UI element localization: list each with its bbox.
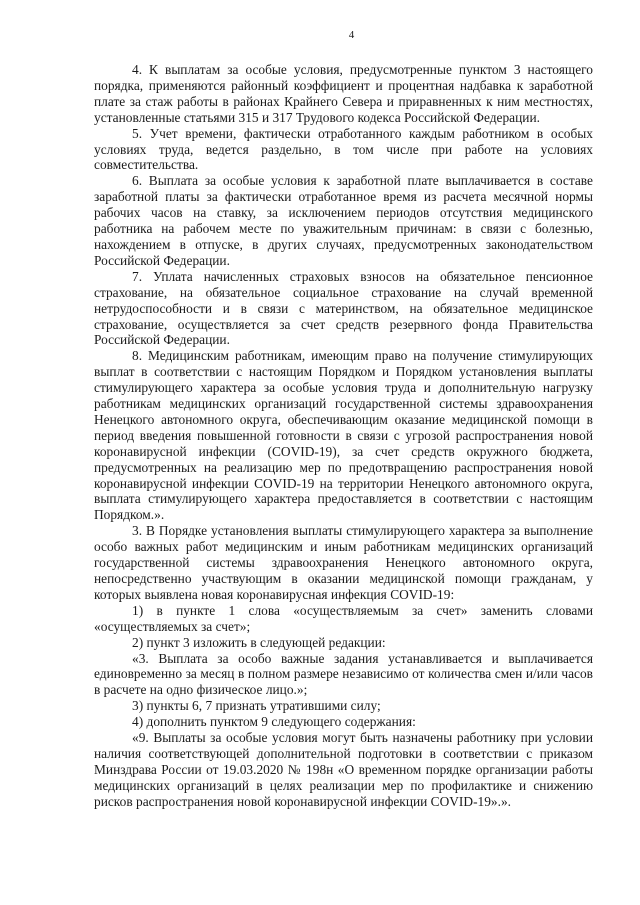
paragraph-subitem-4: 4) дополнить пунктом 9 следующего содержания: xyxy=(132,714,416,730)
paragraph-item-5: 5. Учет времени, фактически отработанного каждым работником в особых условиях труда, ведется раздельно, в том числе при работе на условиях совместительства. xyxy=(94,125,593,173)
paragraph-item-4: 4. К выплатам за особые условия, предусмотренные пунктом 3 настоящего порядка, применяются районный коэффициент и процентная надбавка к заработной плате за стаж работы в районах Крайнего Севера и приравненных к ним местностях, установленные статьями 315 и 317 Трудового кодекса Российской Федерации. xyxy=(94,62,593,125)
paragraph-subitem-2: 2) пункт 3 изложить в следующей редакции: xyxy=(132,634,386,650)
page-number: 4 xyxy=(348,29,355,41)
paragraph-quoted-item-9: «9. Выплаты за особые условия могут быть назначены работнику при условии наличия соответствующей дополнительной подготовки в соответствии с приказом Минздрава России от 19.03.2020 № 198н «О временном порядке организации работы медицинских организаций в целях реализации мер по профилактике и снижению рисков распространения новой коронавирусной инфекции COVID-19».». xyxy=(94,730,593,809)
paragraph-item-8: 8. Медицинским работникам, имеющим право на получение стимулирующих выплат в соответствии с настоящим Порядком и Порядком установления выплаты стимулирующего характера за особые условия труда и дополнительную нагрузку работникам медицинских организаций государственной системы здравоохранения Ненецкого автономного округа, обеспечивающим оказание медицинской помощи в период введения повышенной готовности в связи с угрозой распространения новой коронавирусной инфекции (COVID-19), за счет средств окружного бюджета, предусмотренных на реализацию мер по предотвращению распространения новой коронавирусной инфекции COVID-19 на территории Ненецкого автономного округа, выплата стимулирующего характера предоставляется в соответствии с настоящим Порядком.». xyxy=(94,348,593,523)
paragraph-quoted-item-3: «3. Выплата за особо важные задания устанавливается и выплачивается единовременно за месяц в полном размере независимо от количества смен и/или часов в расчете на одно физическое лицо.»; xyxy=(94,650,593,698)
paragraph-subitem-3: 3) пункты 6, 7 признать утратившими силу; xyxy=(132,698,381,714)
paragraph-item-7: 7. Уплата начисленных страховых взносов на обязательное пенсионное страхование, на обязательное социальное страхование на случай временной нетрудоспособности и в связи с материнством, на обязательное медицинское страхование, осуществляется за счет средств резервного фонда Правительства Российской Федерации. xyxy=(94,268,593,348)
paragraph-item-6: 6. Выплата за особые условия к заработной плате выплачивается в составе заработной платы за фактически отработанное время из расчета месячной нормы рабочих часов на ставку, за исключением периодов отсутствия медицинского работника на рабочем месте по уважительным причинам: в связи с болезнью, нахождением в отпуске, в других случаях, предусмотренных законодательством Российской Федерации. xyxy=(94,173,593,268)
paragraph-section-3: 3. В Порядке установления выплаты стимулирующего характера за выполнение особо важных работ медицинским и иным работникам медицинских организаций государственной системы здравоохранения Ненецкого автономного округа, непосредственно участвующим в оказании медицинской помощи гражданам, у которых выявлена новая коронавирусная инфекция COVID-19: xyxy=(94,523,593,602)
paragraph-subitem-1: 1) в пункте 1 слова «осуществляемым за счет» заменить словами «осуществляемых за счет»; xyxy=(94,602,593,634)
